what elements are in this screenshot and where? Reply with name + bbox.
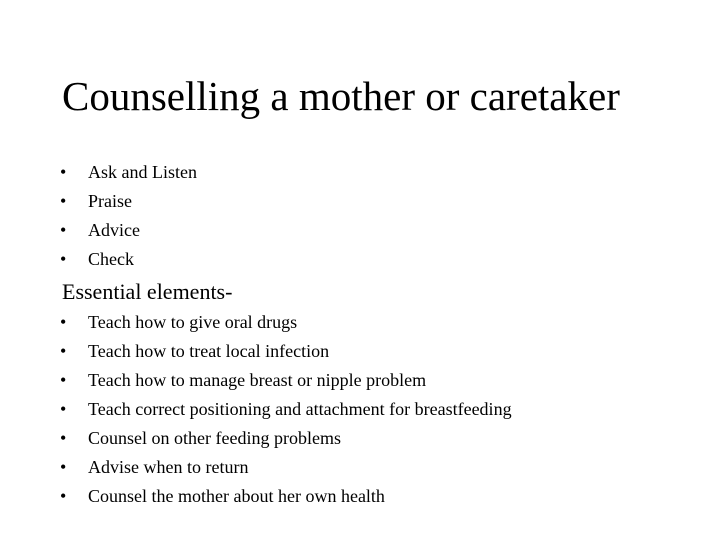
element-breast-problem: Teach how to manage breast or nipple problem (88, 370, 427, 390)
bullet-icon: • (60, 249, 67, 269)
bullet-icon: • (60, 191, 67, 211)
bullet-icon: • (60, 312, 67, 332)
bullet-icon: • (60, 457, 67, 477)
element-mother-health: Counsel the mother about her own health (88, 486, 385, 506)
bullet-icon: • (60, 370, 67, 390)
element-feeding-problems: Counsel on other feeding problems (88, 428, 341, 448)
element-when-to-return: Advise when to return (88, 457, 249, 477)
element-oral-drugs: Teach how to give oral drugs (88, 312, 298, 332)
step-ask-and-listen: Ask and Listen (88, 162, 197, 182)
bullet-icon: • (60, 341, 67, 361)
step-praise: Praise (88, 191, 132, 211)
step-advice: Advice (88, 220, 140, 240)
bullet-icon: • (60, 220, 67, 240)
bullet-icon: • (60, 428, 67, 448)
essential-elements-heading: Essential elements- (62, 279, 233, 304)
element-local-infection: Teach how to treat local infection (88, 341, 330, 361)
bullet-icon: • (60, 162, 67, 182)
step-check: Check (88, 249, 134, 269)
slide-title: Counselling a mother or caretaker (62, 73, 620, 119)
element-positioning-attachment: Teach correct positioning and attachment for breastfeeding (88, 399, 512, 419)
bullet-icon: • (60, 486, 67, 506)
bullet-icon: • (60, 399, 67, 419)
